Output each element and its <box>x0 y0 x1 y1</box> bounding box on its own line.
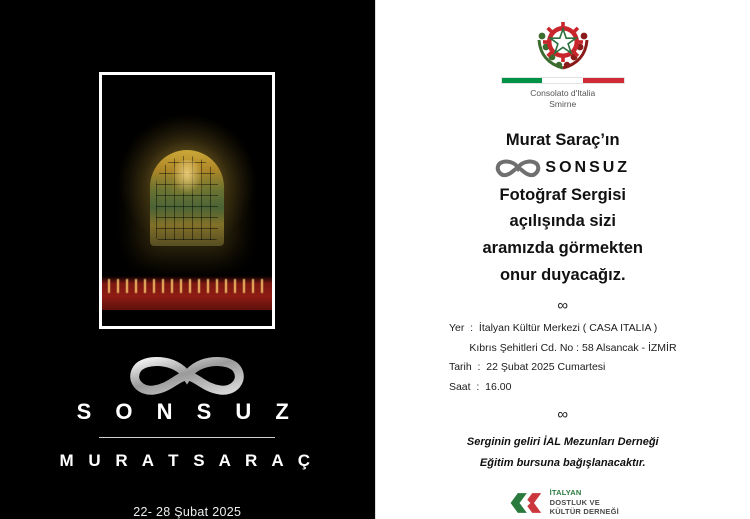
infinity-icon <box>124 355 250 397</box>
donation-note <box>467 432 659 474</box>
headline-line-5: onur duyacağız. <box>499 265 626 284</box>
italian-flag-bar <box>501 77 625 84</box>
donation-line-1: Serginin geliri İAL Mezunları Derneği <box>466 436 659 449</box>
divider-line <box>99 437 275 438</box>
sonsuz-logo-line <box>413 155 713 181</box>
donation-line-2: Eğitim bursuna bağışlanacaktır. <box>479 457 646 470</box>
association-logo <box>507 488 619 517</box>
consulate-line-1: Consolato d'Italia <box>530 88 596 98</box>
flag-green <box>502 78 543 83</box>
headline-line-3: açılışında sizi <box>509 212 616 231</box>
exhibition-photo <box>102 75 272 326</box>
stained-glass-window-icon <box>150 150 224 246</box>
association-line-3: KÜLTÜR DERNEĞİ <box>549 507 619 517</box>
divider-infinity-bottom: ∞ <box>557 406 569 424</box>
headline-line-1: Murat Saraç’ın <box>505 130 620 149</box>
association-name <box>550 488 619 517</box>
brand-title: S O N S U Z <box>76 399 298 424</box>
flag-white <box>542 78 583 83</box>
headline-line-2: Fotoğraf Sergisi <box>499 185 626 204</box>
detail-address: Kıbrıs Şehitleri Cd. No : 58 Alsancak - İZMİR <box>448 341 677 354</box>
invitation-headline <box>413 127 713 289</box>
italyan-dostluk-dernegi-logo-icon <box>507 489 543 517</box>
association-line-2: DOSTLUK VE <box>549 497 600 507</box>
consulate-line-2: Smirne <box>549 99 577 110</box>
detail-time: Saat : 16.00 <box>448 380 512 393</box>
italian-republic-emblem <box>532 18 594 74</box>
right-invitation-panel <box>375 0 750 519</box>
infinity-logo-left <box>124 355 250 397</box>
exhibition-dates: 22- 28 Şubat 2025 <box>133 505 242 519</box>
association-line-1: İTALYAN <box>549 487 582 497</box>
headline-line-4: aramızda görmekten <box>482 239 643 257</box>
sonsuz-wordmark: SONSUZ <box>545 158 631 176</box>
detail-venue: Yer : İtalyan Kültür Merkezi ( CASA ITALIA ) <box>448 322 658 335</box>
exhibition-photo-frame <box>99 72 275 329</box>
consulate-label <box>530 88 595 111</box>
flag-red <box>583 78 624 83</box>
divider-infinity-top: ∞ <box>557 297 569 315</box>
candle-row <box>102 276 272 310</box>
artist-name: M U R A T S A R A Ç <box>59 451 316 470</box>
detail-date: Tarih : 22 Şubat 2025 Cumartesi <box>448 361 606 374</box>
candle-flames-icon <box>108 279 266 293</box>
infinity-icon-small <box>495 157 541 179</box>
event-details <box>449 319 677 397</box>
